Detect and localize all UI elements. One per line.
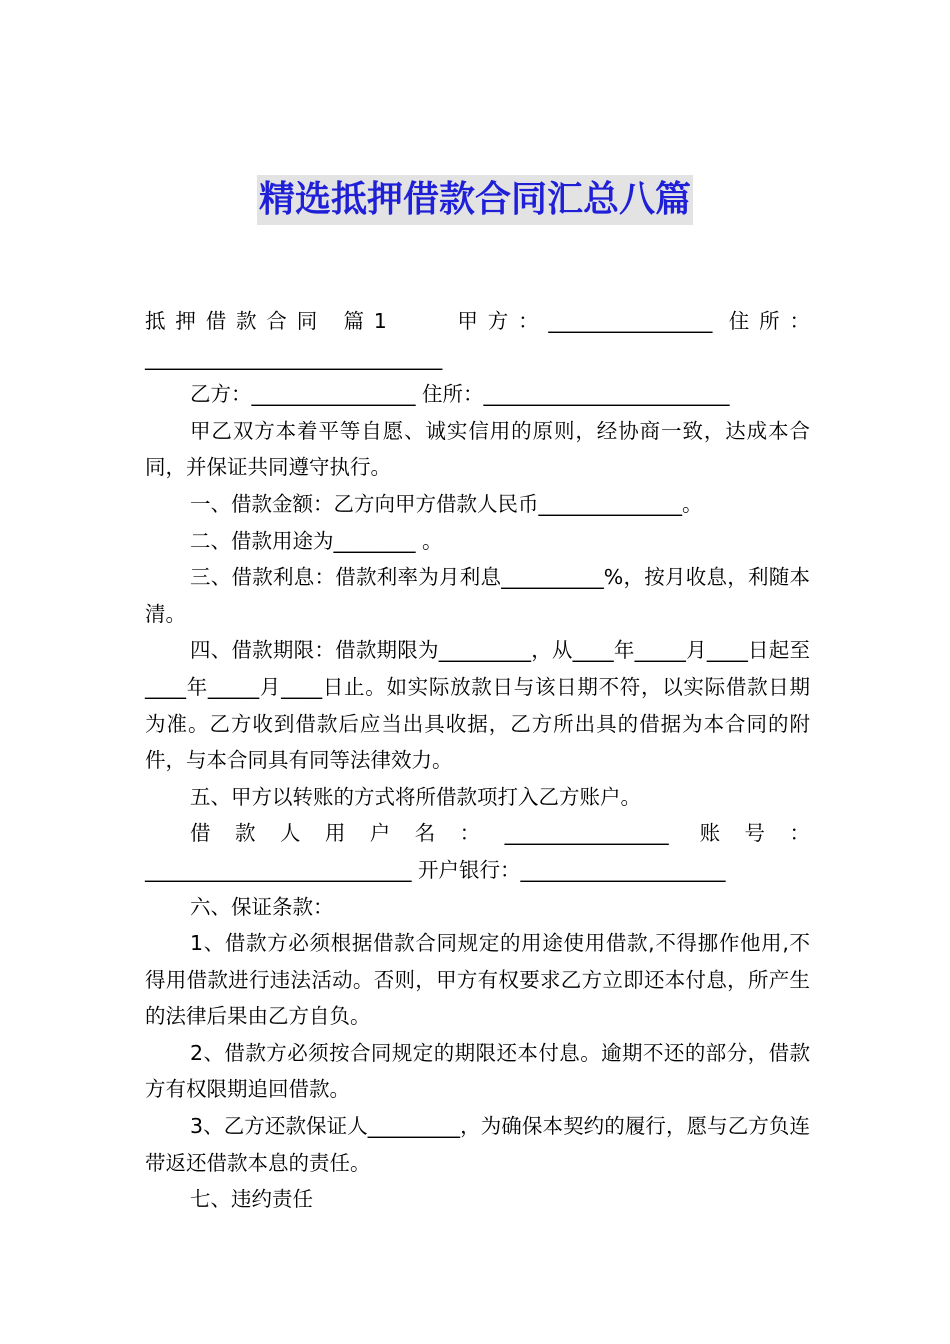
paragraph-clause-2: 二、借款用途为________ 。 xyxy=(190,528,443,553)
paragraph-party-b: 乙方：________________ 住所：________________________ xyxy=(190,382,730,407)
document-body xyxy=(145,303,810,1218)
paragraph-guarantee-3: 3、乙方还款保证人_________，为确保本契约的履行，愿与乙方负连带返还借款本息的责任。 xyxy=(145,1114,810,1175)
paragraph-preamble: 甲乙双方本着平等自愿、诚实信用的原则，经协商一致，达成本合同，并保证共同遵守执行。 xyxy=(145,418,810,480)
paragraph-clause-6: 六、保证条款： xyxy=(190,894,334,919)
paragraph-clause-5: 五、甲方以转账的方式将所借款项打入乙方账户。 xyxy=(190,784,641,809)
paragraph-clause-7: 七、违约责任 xyxy=(190,1187,313,1212)
paragraph-account-info: 借款人用户名：________________ 账号：__________________________ 开户银行：____________________ xyxy=(145,821,810,882)
paragraph-header: 抵押借款合同 篇1 甲方：________________ 住所：_____________________________ xyxy=(145,309,810,370)
paragraph-clause-1: 一、借款金额：乙方向甲方借款人民币______________。 xyxy=(190,491,703,516)
paragraph-clause-4: 四、借款期限：借款期限为_________，从____年_____月____日起至____年_____月____日止。如实际放款日与该日期不符，以实际借款日期为准。乙方收到借款后应当出具收据，乙方所出具的借据为本合同的附件，与本合同具有同等法律效力。 xyxy=(145,638,810,773)
paragraph-clause-3: 三、借款利息：借款利率为月利息__________%，按月收息，利随本清。 xyxy=(145,565,810,626)
document-title: 精选抵押借款合同汇总八篇 xyxy=(257,175,693,225)
paragraph-guarantee-2: 2、借款方必须按合同规定的期限还本付息。逾期不还的部分，借款方有权限期追回借款。 xyxy=(145,1040,810,1102)
paragraph-guarantee-1: 1、借款方必须根据借款合同规定的用途使用借款,不得挪作他用,不得用借款进行违法活动。否则，甲方有权要求乙方立即还本付息，所产生的法律后果由乙方自负。 xyxy=(145,931,810,1029)
title-wrap xyxy=(0,175,950,225)
